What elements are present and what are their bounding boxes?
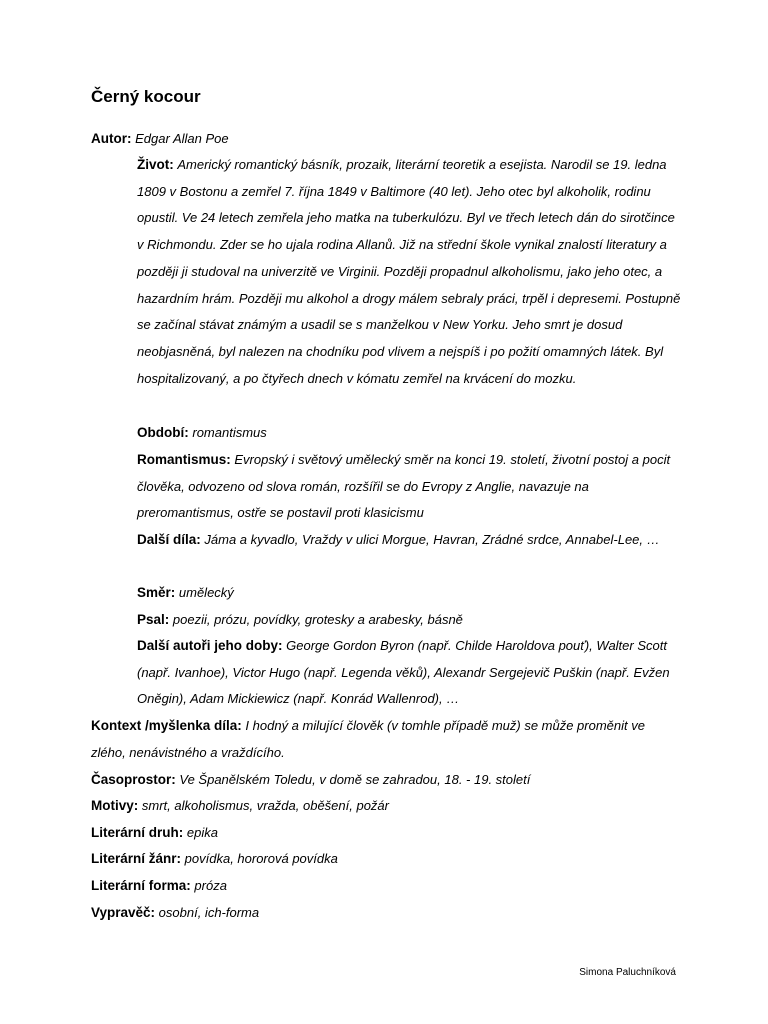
detail-value: romantismus [192,425,267,440]
detail-label: Období: [137,425,189,440]
detail-value: Jáma a kyvadlo, Vraždy v ulici Morgue, Havran, Zrádné srdce, Annabel-Lee, … [204,532,660,547]
detail-label: Psal: [137,612,170,627]
author-value: Edgar Allan Poe [135,131,229,146]
analysis-value: povídka, hororová povídka [184,851,338,866]
analysis-value: epika [186,825,218,840]
detail-smer [137,580,682,607]
detail-label: Směr: [137,585,176,600]
analysis-label: Motivy: [91,798,139,813]
analysis-label: Literární druh: [91,825,184,840]
detail-value: George Gordon Byron (např. Childe Haroldova pouť), Walter Scott (např. Ivanhoe), Victor Hugo (např. Legenda věků), Alexandr Sergejevič Puškin (např. Evžen Oněgin), Adam Mickiewicz (např. Konrád Wallenrod), … [137,638,670,707]
analysis-value: osobní, ich-forma [158,905,260,920]
detail-dalsi-autori [137,633,682,713]
analysis-value: I hodný a milující člověk (v tomhle případě muž) se může proměnit ve zlého, nenávistného a vraždícího. [91,718,645,760]
analysis-value: smrt, alkoholismus, vražda, oběšení, požár [141,798,389,813]
analysis-forma [91,873,681,900]
author-entry [91,126,681,153]
analysis-zanr [91,846,681,873]
detail-value: umělecký [178,585,234,600]
analysis-motivy [91,793,681,820]
detail-label: Romantismus: [137,452,231,467]
analysis-casoprostor [91,767,681,794]
analysis-label: Časoprostor: [91,772,176,787]
detail-obdobi [137,420,682,447]
detail-romantismus [137,447,682,527]
analysis-label: Vypravěč: [91,905,156,920]
analysis-label: Kontext /myšlenka díla: [91,718,242,733]
detail-label: Další díla: [137,532,201,547]
analysis-value: Ve Španělském Toledu, v domě se zahradou, 18. - 19. století [179,772,531,787]
detail-psal [137,607,682,634]
analysis-label: Literární forma: [91,878,191,893]
author-label: Autor: [91,131,132,146]
analysis-value: próza [194,878,227,893]
detail-value: Evropský i světový umělecký směr na konci 19. století, životní postoj a pocit člověka, odvozeno od slova román, rozšířil se do Evropy z Anglie, navazuje na preromantismus, ostře se postavil proti klasicismu [137,452,671,521]
detail-label: Život: [137,157,174,172]
detail-value: Americký romantický básník, prozaik, literární teoretik a esejista. Narodil se 19. ledna 1809 v Bostonu a zemřel 7. října 1849 v Baltimore (40 let). Jeho otec byl alkoholik, rodinu opustil. Ve 24 letech zemřela jeho matka na tuberkulózu. Byl ve třech letech dán do sirotčince v Richmondu. Zder se ho ujala rodina Allanů. Již na střední škole vynikal znalostí literatury a později ji studoval na univerzitě ve Virginii. Později propadnul alkoholismu, jako jeho otec, a hazardním hrám. Později mu alkohol a drogy málem sebraly práci, trpěl i depresemi. Postupně se začínal stávat známým a usadil se s manželkou v New Yorku. Jeho smrt je dosud neobjasněná, byl nalezen na chodníku pod vlivem a nejspíš i po požití omamných látek. Byl hospitalizovaný, a po čtyřech dnech v kómatu zemřel na krvácení do mozku. [137,157,681,386]
analysis-druh [91,820,681,847]
detail-label: Další autoři jeho doby: [137,638,283,653]
analysis-kontext [91,713,681,766]
analysis-label: Literární žánr: [91,851,182,866]
detail-dalsi-dila [137,527,682,554]
detail-zivot [137,152,682,392]
document-title: Černý kocour [91,87,201,106]
footer-author: Simona Paluchníková [579,967,676,978]
detail-value: poezii, prózu, povídky, grotesky a arabesky, básně [172,612,463,627]
analysis-vypravec [91,900,681,927]
